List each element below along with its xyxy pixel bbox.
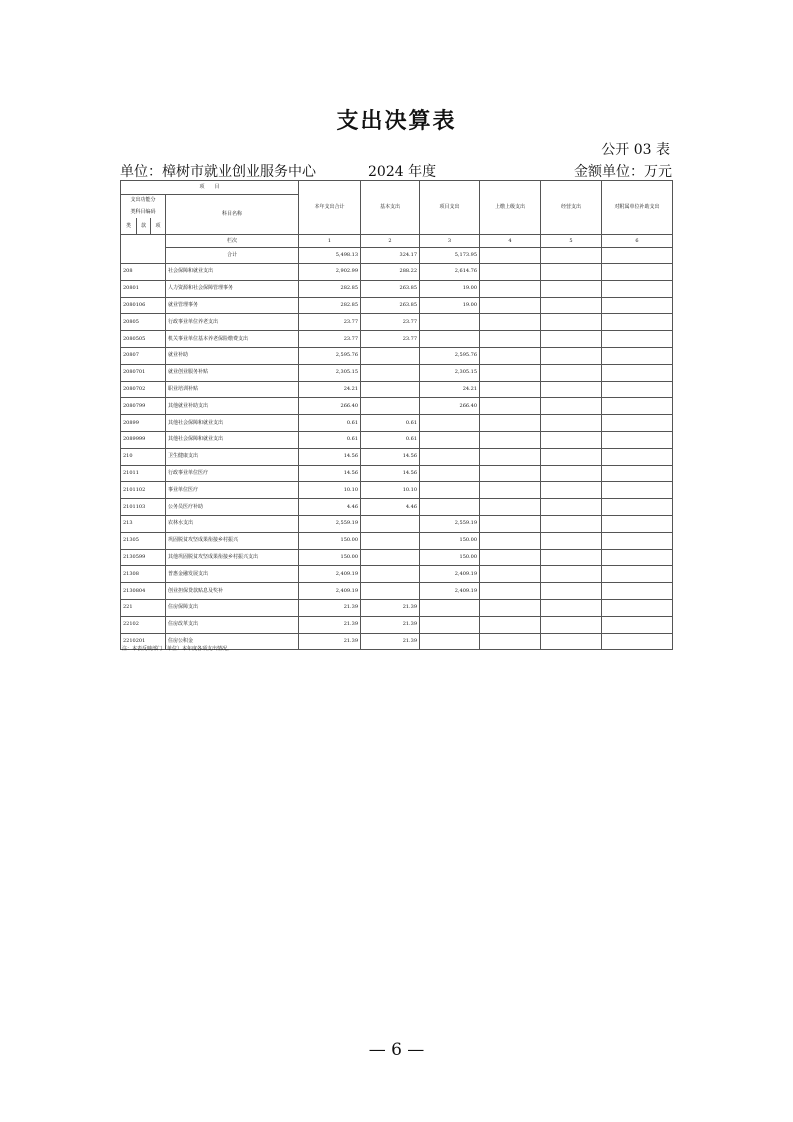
row-value-4 [480, 331, 541, 348]
row-value-2: 21.39 [361, 633, 420, 650]
row-value-2 [361, 515, 420, 532]
row-value-5 [541, 583, 602, 600]
row-subject-name: 行政事业单位养老支出 [166, 314, 299, 331]
row-value-1: 10.10 [299, 482, 361, 499]
expenditure-table [120, 180, 673, 650]
table-row [121, 364, 673, 381]
header-col-6: 对附属单位补助支出 [602, 181, 673, 235]
row-value-1: 2,305.15 [299, 364, 361, 381]
row-value-3: 266.40 [420, 398, 480, 415]
row-code: 2080799 [121, 398, 166, 415]
row-value-3 [420, 482, 480, 499]
row-code: 20805 [121, 314, 166, 331]
row-value-5 [541, 599, 602, 616]
row-value-1: 14.56 [299, 465, 361, 482]
row-value-6 [602, 381, 673, 398]
table-row [121, 599, 673, 616]
row-value-1: 2,559.19 [299, 515, 361, 532]
row-code: 21011 [121, 465, 166, 482]
row-value-1: 2,595.76 [299, 347, 361, 364]
row-value-1: 21.39 [299, 633, 361, 650]
header-col-4: 上缴上级支出 [480, 181, 541, 235]
row-value-2: 14.56 [361, 448, 420, 465]
row-value-4 [480, 347, 541, 364]
row-code: 20807 [121, 347, 166, 364]
row-value-5 [541, 415, 602, 432]
row-value-3: 2,595.76 [420, 347, 480, 364]
row-value-3: 2,559.19 [420, 515, 480, 532]
row-value-6 [602, 499, 673, 516]
row-subject-name: 卫生健康支出 [166, 448, 299, 465]
row-value-1: 150.00 [299, 549, 361, 566]
row-value-6 [602, 566, 673, 583]
row-value-1: 2,409.19 [299, 583, 361, 600]
header-func-class [121, 195, 166, 219]
row-value-5 [541, 616, 602, 633]
header-row-label: 栏次 [166, 235, 299, 248]
table-row [121, 381, 673, 398]
table-row [121, 264, 673, 281]
header-project: 项 目 [121, 181, 299, 195]
row-value-6 [602, 549, 673, 566]
row-value-1: 23.77 [299, 331, 361, 348]
row-value-2 [361, 566, 420, 583]
header-num-4: 4 [480, 235, 541, 248]
row-value-4 [480, 398, 541, 415]
row-value-3 [420, 616, 480, 633]
header-col-2: 基本支出 [361, 181, 420, 235]
row-code: 2089999 [121, 431, 166, 448]
header-num-5: 5 [541, 235, 602, 248]
row-code: 21308 [121, 566, 166, 583]
row-value-3: 2,305.15 [420, 364, 480, 381]
table-row [121, 482, 673, 499]
row-value-3: 150.00 [420, 532, 480, 549]
row-value-5 [541, 280, 602, 297]
row-value-4 [480, 448, 541, 465]
row-value-6 [602, 583, 673, 600]
row-value-3 [420, 314, 480, 331]
row-value-3: 2,409.19 [420, 583, 480, 600]
header-col-1: 本年支出合计 [299, 181, 361, 235]
row-value-2: 21.39 [361, 599, 420, 616]
row-code: 2080106 [121, 297, 166, 314]
row-value-3 [420, 499, 480, 516]
total-value-1: 5,498.13 [299, 248, 361, 264]
total-row [121, 248, 673, 264]
table-row [121, 616, 673, 633]
row-code: 208 [121, 264, 166, 281]
total-value-3: 5,173.95 [420, 248, 480, 264]
row-value-2 [361, 347, 420, 364]
row-subject-name: 住房改革支出 [166, 616, 299, 633]
row-value-5 [541, 347, 602, 364]
table-row [121, 515, 673, 532]
row-value-5 [541, 465, 602, 482]
row-value-6 [602, 398, 673, 415]
header-lei: 类 [121, 218, 137, 235]
table-row [121, 415, 673, 432]
row-value-6 [602, 314, 673, 331]
header-num-3: 3 [420, 235, 480, 248]
row-value-4 [480, 633, 541, 650]
row-subject-name: 其他社会保障和就业支出 [166, 415, 299, 432]
row-subject-name: 创业担保贷款贴息及奖补 [166, 583, 299, 600]
row-value-2: 23.77 [361, 314, 420, 331]
row-value-3 [420, 448, 480, 465]
row-value-2 [361, 381, 420, 398]
row-value-4 [480, 364, 541, 381]
row-code: 2210201 [121, 633, 166, 650]
row-value-3: 2,409.19 [420, 566, 480, 583]
row-value-3 [420, 331, 480, 348]
row-value-5 [541, 431, 602, 448]
row-subject-name: 就业创业服务补贴 [166, 364, 299, 381]
row-code: 2080505 [121, 331, 166, 348]
money-unit-label: 金额单位：万元 [574, 164, 672, 180]
row-value-3: 19.00 [420, 297, 480, 314]
row-value-6 [602, 532, 673, 549]
header-subject-name: 科目名称 [166, 195, 299, 235]
row-value-1: 266.40 [299, 398, 361, 415]
header-num-6: 6 [602, 235, 673, 248]
row-value-3: 19.00 [420, 280, 480, 297]
row-value-2: 0.61 [361, 415, 420, 432]
row-subject-name: 行政事业单位医疗 [166, 465, 299, 482]
table-row [121, 448, 673, 465]
row-code: 2080701 [121, 364, 166, 381]
row-value-4 [480, 599, 541, 616]
row-value-4 [480, 415, 541, 432]
row-value-5 [541, 482, 602, 499]
row-value-6 [602, 280, 673, 297]
row-subject-name: 机关事业单位基本养老保险缴费支出 [166, 331, 299, 348]
row-value-4 [480, 532, 541, 549]
row-value-3 [420, 633, 480, 650]
row-subject-name: 事业单位医疗 [166, 482, 299, 499]
row-value-3: 24.21 [420, 381, 480, 398]
row-code: 22102 [121, 616, 166, 633]
row-subject-name: 普惠金融发展支出 [166, 566, 299, 583]
header-row-project [121, 181, 673, 195]
row-code: 21305 [121, 532, 166, 549]
row-value-2: 14.56 [361, 465, 420, 482]
row-value-6 [602, 364, 673, 381]
row-value-2 [361, 398, 420, 415]
row-value-6 [602, 297, 673, 314]
page-number: — 6 — [368, 1040, 425, 1060]
row-code: 2101102 [121, 482, 166, 499]
row-value-5 [541, 549, 602, 566]
row-value-5 [541, 314, 602, 331]
table-row [121, 532, 673, 549]
row-value-6 [602, 599, 673, 616]
row-value-6 [602, 515, 673, 532]
table-row [121, 583, 673, 600]
row-value-4 [480, 431, 541, 448]
row-value-6 [602, 448, 673, 465]
row-subject-name: 就业补助 [166, 347, 299, 364]
row-value-1: 21.39 [299, 616, 361, 633]
row-value-6 [602, 465, 673, 482]
row-value-6 [602, 633, 673, 650]
header-col-5: 经营支出 [541, 181, 602, 235]
row-value-3 [420, 465, 480, 482]
form-number: 公开 03 表 [601, 142, 670, 158]
row-value-3: 2,614.76 [420, 264, 480, 281]
row-value-6 [602, 347, 673, 364]
unit-label: 单位：樟树市就业创业服务中心 [120, 164, 316, 180]
total-blank [121, 248, 166, 264]
row-value-2: 288.22 [361, 264, 420, 281]
table-note: 注：本表反映部门（单位）本年度各项支出情况。 [122, 646, 233, 652]
row-value-2: 23.77 [361, 331, 420, 348]
row-subject-name: 就业管理事务 [166, 297, 299, 314]
row-value-3 [420, 415, 480, 432]
row-value-1: 2,902.99 [299, 264, 361, 281]
row-subject-name: 住房公积金 [166, 633, 299, 650]
total-value-6 [602, 248, 673, 264]
row-code: 20899 [121, 415, 166, 432]
row-subject-name: 住房保障支出 [166, 599, 299, 616]
row-value-1: 282.85 [299, 297, 361, 314]
meta-row [120, 161, 672, 181]
row-value-4 [480, 566, 541, 583]
row-value-6 [602, 331, 673, 348]
row-value-1: 14.56 [299, 448, 361, 465]
row-subject-name: 其他巩固脱贫攻坚成果衔接乡村振兴支出 [166, 549, 299, 566]
row-code: 20801 [121, 280, 166, 297]
header-func-class-line1: 支出功能分 [130, 197, 156, 203]
row-subject-name: 公务员医疗补助 [166, 499, 299, 516]
row-value-4 [480, 616, 541, 633]
row-value-5 [541, 566, 602, 583]
row-value-2 [361, 364, 420, 381]
row-value-4 [480, 515, 541, 532]
table-row [121, 398, 673, 415]
row-value-4 [480, 381, 541, 398]
row-value-2 [361, 532, 420, 549]
table-row [121, 347, 673, 364]
row-code: 213 [121, 515, 166, 532]
row-value-3 [420, 431, 480, 448]
table-row [121, 499, 673, 516]
row-code: 2130804 [121, 583, 166, 600]
row-value-4 [480, 583, 541, 600]
row-subject-name: 人力资源和社会保障管理事务 [166, 280, 299, 297]
row-value-1: 150.00 [299, 532, 361, 549]
row-value-1: 24.21 [299, 381, 361, 398]
header-func-class-line2: 类科目编码 [130, 209, 156, 215]
table-row [121, 566, 673, 583]
row-value-2 [361, 583, 420, 600]
row-subject-name: 巩固脱贫攻坚成果衔接乡村振兴 [166, 532, 299, 549]
row-value-1: 0.61 [299, 431, 361, 448]
total-value-5 [541, 248, 602, 264]
row-value-5 [541, 398, 602, 415]
row-value-5 [541, 381, 602, 398]
row-subject-name: 其他就业补助支出 [166, 398, 299, 415]
total-value-4 [480, 248, 541, 264]
row-value-4 [480, 314, 541, 331]
row-value-5 [541, 532, 602, 549]
row-value-4 [480, 465, 541, 482]
row-value-5 [541, 297, 602, 314]
row-value-1: 23.77 [299, 314, 361, 331]
table-row [121, 331, 673, 348]
row-value-2: 263.85 [361, 297, 420, 314]
row-code: 210 [121, 448, 166, 465]
row-value-6 [602, 415, 673, 432]
row-value-5 [541, 515, 602, 532]
row-value-1: 282.85 [299, 280, 361, 297]
row-value-2: 0.61 [361, 431, 420, 448]
row-value-1: 2,409.19 [299, 566, 361, 583]
header-col-3: 项目支出 [420, 181, 480, 235]
row-value-3 [420, 599, 480, 616]
row-value-5 [541, 499, 602, 516]
header-xiang: 项 [151, 218, 166, 235]
row-value-1: 0.61 [299, 415, 361, 432]
row-value-2: 10.10 [361, 482, 420, 499]
row-value-5 [541, 448, 602, 465]
row-value-6 [602, 264, 673, 281]
row-value-6 [602, 431, 673, 448]
row-value-6 [602, 482, 673, 499]
table-row [121, 465, 673, 482]
row-value-4 [480, 549, 541, 566]
row-value-1: 21.39 [299, 599, 361, 616]
table-row [121, 297, 673, 314]
row-code: 2101103 [121, 499, 166, 516]
row-value-4 [480, 499, 541, 516]
row-code: 2130599 [121, 549, 166, 566]
row-subject-name: 职业培训补贴 [166, 381, 299, 398]
header-row-numbers [121, 235, 673, 248]
total-label: 合计 [166, 248, 299, 264]
row-value-4 [480, 297, 541, 314]
row-subject-name: 其他社会保障和就业支出 [166, 431, 299, 448]
header-blank [121, 235, 166, 248]
row-value-4 [480, 264, 541, 281]
header-kuan: 款 [137, 218, 151, 235]
row-value-2 [361, 549, 420, 566]
header-num-2: 2 [361, 235, 420, 248]
year-label: 2024 年度 [368, 164, 437, 180]
row-value-6 [602, 616, 673, 633]
row-code: 221 [121, 599, 166, 616]
row-value-2: 263.85 [361, 280, 420, 297]
row-value-2: 4.46 [361, 499, 420, 516]
row-value-4 [480, 482, 541, 499]
row-subject-name: 农林水支出 [166, 515, 299, 532]
row-value-5 [541, 364, 602, 381]
header-num-1: 1 [299, 235, 361, 248]
row-subject-name: 社会保障和就业支出 [166, 264, 299, 281]
table-row [121, 549, 673, 566]
table-row [121, 280, 673, 297]
table-row [121, 431, 673, 448]
row-value-1: 4.46 [299, 499, 361, 516]
row-value-3: 150.00 [420, 549, 480, 566]
total-value-2: 324.17 [361, 248, 420, 264]
row-value-4 [480, 280, 541, 297]
row-value-5 [541, 633, 602, 650]
row-value-5 [541, 264, 602, 281]
page-title: 支出决算表 [336, 109, 457, 134]
row-value-2: 21.39 [361, 616, 420, 633]
row-code: 2080702 [121, 381, 166, 398]
table-row [121, 314, 673, 331]
row-value-5 [541, 331, 602, 348]
